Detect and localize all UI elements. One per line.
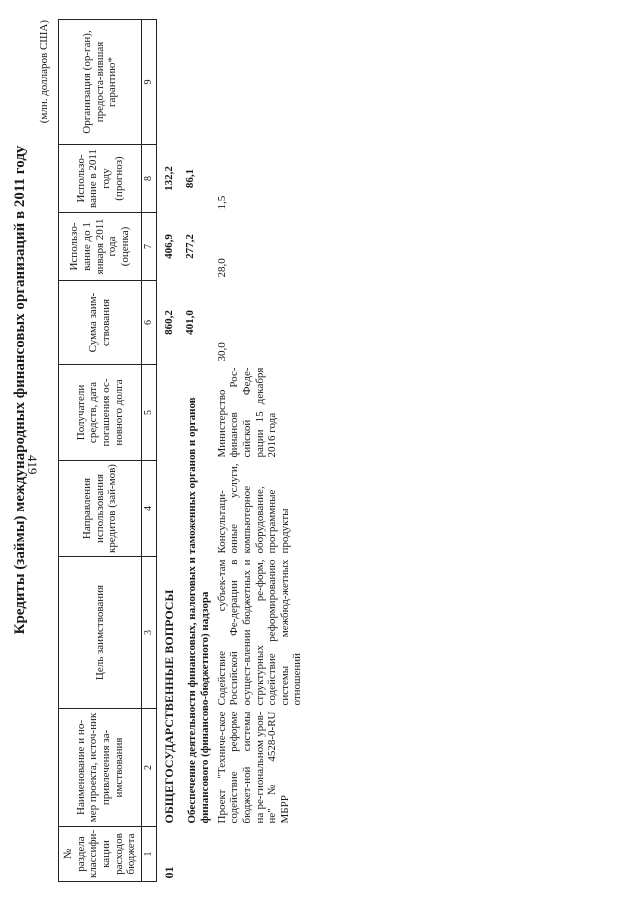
header-recipients: Получатели средств, дата погашения ос-новного долга <box>59 365 142 461</box>
subsection-used-2011: 86,1 <box>184 168 197 189</box>
page-number: 419 <box>25 455 40 475</box>
header-used-before: Использо-вание до 1 января 2011 года (оценка) <box>59 213 142 281</box>
section-used-2011: 132,2 <box>162 166 175 191</box>
column-number: 2 <box>142 709 157 827</box>
section-row <box>156 20 178 882</box>
column-number: 1 <box>142 827 157 882</box>
loans-table <box>58 19 306 882</box>
column-number: 7 <box>142 213 157 281</box>
section-title: ОБЩЕГОСУДАРСТВЕННЫЕ ВОПРОСЫ <box>161 589 176 824</box>
project-purpose: Содействие субъек-там Российской Фе-дерации в осущест-влении бюджетных и структурных ре-форм, содействие реформированию системы межбюд-жетных отношений <box>215 559 304 706</box>
header-section-number: № раздела классифи-кации расходов бюджета <box>59 827 142 882</box>
project-row <box>214 20 306 882</box>
section-used-before: 406,9 <box>162 234 175 259</box>
column-number-row <box>142 20 157 882</box>
column-number: 5 <box>142 365 157 461</box>
project-amount: 30,0 <box>215 342 228 362</box>
subsection-row <box>178 20 213 882</box>
project-recipients: Министерство финансов Рос-сийской Феде-рации 15 декабря 2016 года <box>215 367 279 458</box>
document-title: Кредиты (займы) международных финансовых организаций в 2011 году <box>12 145 28 635</box>
header-row <box>59 20 142 882</box>
column-number: 6 <box>142 281 157 365</box>
header-direction: Направления использования кредитов (зай-мов) <box>59 461 142 557</box>
project-used-2011: 1,5 <box>215 195 228 210</box>
project-guarantor <box>214 20 306 145</box>
subsection-amount: 401,0 <box>184 310 197 335</box>
rotated-page <box>0 10 640 890</box>
header-purpose: Цель заимствования <box>59 557 142 709</box>
subsection-used-before: 277,2 <box>184 234 197 259</box>
column-number: 4 <box>142 461 157 557</box>
column-number: 8 <box>142 145 157 213</box>
header-used-2011: Использо-вание в 2011 году (прогноз) <box>59 145 142 213</box>
section-code: 01 <box>161 866 176 879</box>
project-name: Проект "Техниче-ское содействие реформе бюджет-ной системы на ре-гиональном уров-не" № 4528-0-RU МБРР <box>215 711 291 824</box>
units-note: (млн. долларов США) <box>38 20 50 124</box>
project-direction: Консультаци-онные услуги, компьютерное оборудование, программные продукты <box>215 463 291 554</box>
header-amount: Сумма заим-ствования <box>59 281 142 365</box>
project-used-before: 28,0 <box>215 258 228 278</box>
column-number: 3 <box>142 557 157 709</box>
section-amount: 860,2 <box>162 310 175 335</box>
header-project-name: Наименование и но-мер проекта, источ-ник привлечения за-имствования <box>59 709 142 827</box>
header-guarantor: Организация (ор-ган), предоста-вившая гарантию* <box>59 20 142 145</box>
subsection-title: Обеспечение деятельности финансовых, налоговых и таможенных органов и органов финансового (финансово-бюджетного) надзора <box>186 397 211 824</box>
column-number: 9 <box>142 20 157 145</box>
